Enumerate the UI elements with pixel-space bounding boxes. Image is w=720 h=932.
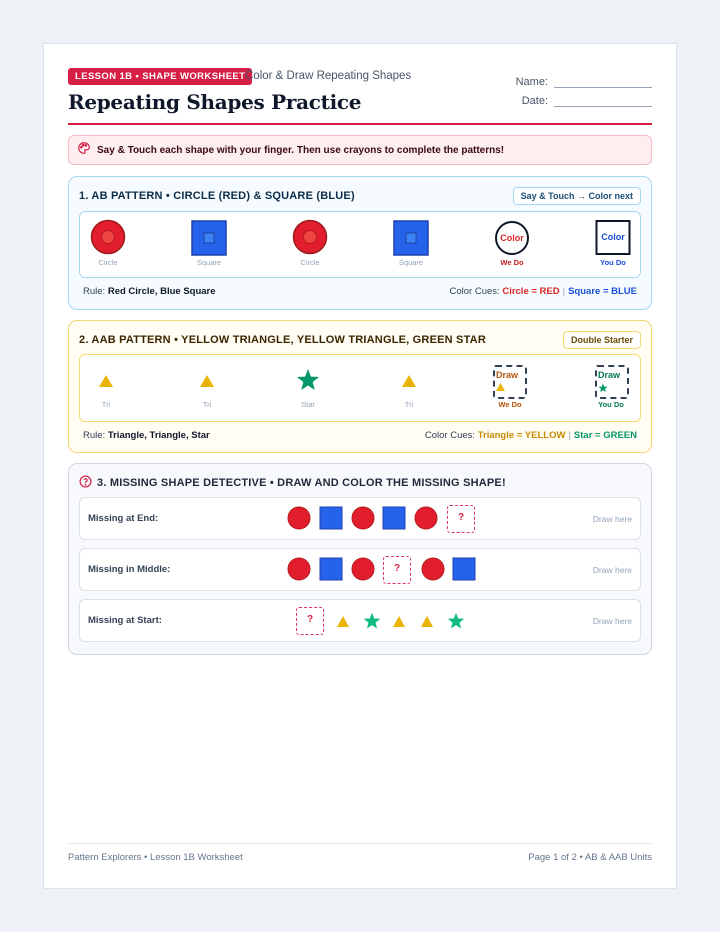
missing-row <box>79 599 641 642</box>
draw-box[interactable] <box>493 365 527 399</box>
color-cues: Color Cues: Circle = RED | Square = BLUE <box>449 286 637 297</box>
we-do-label: We Do <box>498 400 522 409</box>
shape-cell <box>78 212 138 277</box>
draw-here-hint: Draw here <box>592 514 632 524</box>
blue-square-icon <box>452 557 476 581</box>
blue-square-icon <box>319 557 343 581</box>
name-label: Name: <box>515 76 548 88</box>
shape-row <box>79 211 641 278</box>
red-circle-icon <box>414 506 438 530</box>
red-circle-icon <box>292 219 328 255</box>
missing-shape-box[interactable]: ? <box>296 607 324 635</box>
lesson-badge: LESSON 1B • SHAPE WORKSHEET <box>68 68 252 85</box>
cues-label: Color Cues: <box>424 430 476 441</box>
rule-label: Rule: <box>83 430 106 441</box>
yellow-triangle-icon <box>393 616 405 627</box>
you-do-label: You Do <box>598 400 624 409</box>
row-label: Missing at End: <box>88 513 159 524</box>
section-title: 1. AB PATTERN • CIRCLE (RED) & SQUARE (BLUE) <box>79 190 355 202</box>
shape-cell <box>379 355 439 421</box>
you-do-cell[interactable] <box>583 212 643 277</box>
we-do-cell[interactable] <box>480 355 540 421</box>
missing-row <box>79 497 641 540</box>
rule-label: Rule: <box>83 286 106 297</box>
rule-value: Red Circle, Blue Square <box>107 286 216 297</box>
instruction-banner <box>68 135 652 165</box>
draw-box[interactable] <box>595 365 629 399</box>
draw-here-hint: Draw here <box>592 616 632 626</box>
draw-here-hint: Draw here <box>592 565 632 575</box>
yellow-triangle-icon <box>401 374 417 388</box>
red-circle-icon <box>351 506 375 530</box>
cue-triangle-yellow: Triangle = YELLOW <box>477 430 566 441</box>
footer-divider <box>68 843 652 844</box>
draw-text: Draw <box>598 370 621 380</box>
draw-text: Draw <box>496 370 519 380</box>
red-circle-icon <box>351 557 375 581</box>
missing-shape-box[interactable]: ? <box>383 556 411 584</box>
missing-shape-section <box>68 463 652 655</box>
we-do-label: We Do <box>500 258 524 267</box>
instruction-text: Say & Touch each shape with your finger. Then use crayons to complete the patterns! <box>97 144 505 156</box>
green-star-icon <box>598 383 608 393</box>
you-do-label: You Do <box>600 258 626 267</box>
pattern-rule <box>83 286 216 297</box>
worksheet-page <box>43 43 677 889</box>
shape-label: Tri <box>101 400 111 409</box>
red-circle-icon <box>287 557 311 581</box>
section-title: 2. AAB PATTERN • YELLOW TRIANGLE, YELLOW TRIANGLE, GREEN STAR <box>79 334 486 346</box>
blue-square-icon <box>191 220 227 256</box>
shape-cell <box>280 212 340 277</box>
blue-square-icon <box>319 506 343 530</box>
cue-square-blue: Square = BLUE <box>568 286 637 297</box>
footer-right: Page 1 of 2 • AB & AAB Units <box>528 852 652 863</box>
shape-label: Square <box>398 258 424 267</box>
color-cues: Color Cues: Triangle = YELLOW | Star = GREEN <box>424 430 637 441</box>
green-star-icon <box>447 612 465 630</box>
cue-circle-red: Circle = RED <box>502 286 560 297</box>
shape-label: Circle <box>98 258 118 267</box>
ab-pattern-section <box>68 176 652 310</box>
yellow-triangle-icon <box>337 616 349 627</box>
cues-label: Color Cues: <box>449 286 500 297</box>
section-title: 3. MISSING SHAPE DETECTIVE • DRAW AND COLOR THE MISSING SHAPE! <box>97 477 506 489</box>
yellow-triangle-icon <box>421 616 433 627</box>
yellow-triangle-icon <box>199 374 215 388</box>
pattern-rule <box>83 430 210 441</box>
red-circle-icon <box>421 557 445 581</box>
you-do-cell[interactable] <box>581 355 641 421</box>
palette-icon <box>77 141 91 160</box>
footer-left: Pattern Explorers • Lesson 1B Worksheet <box>68 852 243 863</box>
red-circle-icon <box>90 219 126 255</box>
rule-value: Triangle, Triangle, Star <box>107 430 210 441</box>
green-star-icon <box>363 612 381 630</box>
row-label: Missing at Start: <box>88 615 162 626</box>
double-starter-chip: Double Starter <box>563 331 641 349</box>
question-circle-icon <box>79 475 92 493</box>
say-touch-chip: Say & Touch → Color next <box>513 187 641 205</box>
green-star-icon <box>296 368 320 392</box>
page-title: Repeating Shapes Practice <box>68 90 362 114</box>
date-field[interactable] <box>522 95 652 107</box>
yellow-triangle-icon <box>496 383 505 391</box>
shape-label: Tri <box>202 400 212 409</box>
red-circle-icon <box>287 506 311 530</box>
date-line[interactable] <box>554 95 652 107</box>
blue-square-icon <box>382 506 406 530</box>
outline-square[interactable]: Color <box>596 220 631 255</box>
shape-cell <box>76 355 136 421</box>
shape-label: Tri <box>404 400 414 409</box>
shape-label: Circle <box>300 258 320 267</box>
header-divider <box>68 123 652 125</box>
row-label: Missing in Middle: <box>88 564 171 575</box>
shape-row <box>79 354 641 422</box>
shape-cell <box>381 212 441 277</box>
shape-label: Square <box>196 258 222 267</box>
blue-square-icon <box>393 220 429 256</box>
outline-circle[interactable]: Color <box>495 221 529 255</box>
date-label: Date: <box>521 95 548 107</box>
name-field[interactable] <box>516 76 652 88</box>
worksheet-header <box>68 68 652 124</box>
cue-star-green: Star = GREEN <box>573 430 637 441</box>
aab-pattern-section <box>68 320 652 453</box>
worksheet-subtitle: Color & Draw Repeating Shapes <box>245 70 412 82</box>
name-line[interactable] <box>554 76 652 88</box>
missing-row <box>79 548 641 591</box>
shape-cell <box>179 212 239 277</box>
shape-label: Star <box>301 400 315 409</box>
missing-shape-box[interactable]: ? <box>447 505 475 533</box>
shape-cell <box>278 355 338 421</box>
yellow-triangle-icon <box>98 374 114 388</box>
shape-cell <box>177 355 237 421</box>
we-do-cell[interactable] <box>482 212 542 277</box>
